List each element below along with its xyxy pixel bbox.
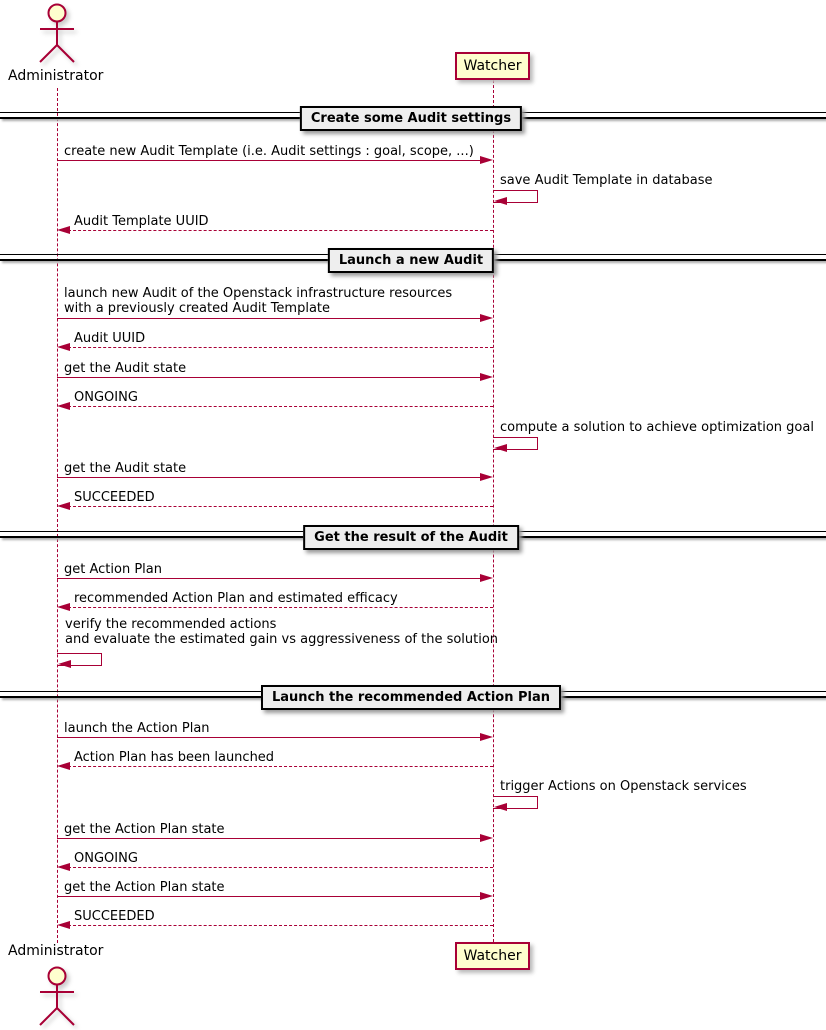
message-label: save Audit Template in database xyxy=(500,173,713,188)
arrowhead-right-icon xyxy=(480,473,493,481)
message-label: create new Audit Template (i.e. Audit settings : goal, scope, ...) xyxy=(64,144,474,159)
message-label: and evaluate the estimated gain vs aggressiveness of the solution xyxy=(65,632,499,647)
message-label: recommended Action Plan and estimated efficacy xyxy=(74,591,398,606)
message-label: Audit Template UUID xyxy=(74,214,209,229)
arrowhead-right-icon xyxy=(480,574,493,582)
arrowhead-left-icon xyxy=(57,603,70,611)
message-label: verify the recommended actions xyxy=(65,617,277,632)
arrowhead-right-icon xyxy=(480,373,493,381)
arrowhead-left-icon xyxy=(57,762,70,770)
message-arrow xyxy=(68,406,493,407)
administrator-label-top: Administrator xyxy=(8,68,104,84)
message-label: Audit UUID xyxy=(74,331,146,346)
message-label: SUCCEEDED xyxy=(74,490,155,505)
message-arrow xyxy=(57,838,481,839)
message-label: with a previously created Audit Template xyxy=(64,301,331,316)
arrowhead-left-icon xyxy=(57,402,70,410)
message-arrow xyxy=(57,578,481,579)
message-arrow xyxy=(68,230,493,231)
administrator-label-bottom: Administrator xyxy=(8,943,104,959)
message-label: get Action Plan xyxy=(64,562,162,577)
arrowhead-left-icon xyxy=(494,197,507,205)
message-label: Action Plan has been launched xyxy=(74,750,275,765)
message-label: get the Action Plan state xyxy=(64,822,225,837)
divider-launch-action-plan: Launch the recommended Action Plan xyxy=(261,685,561,710)
message-label: get the Audit state xyxy=(64,461,187,476)
message-label: launch new Audit of the Openstack infrastructure resources xyxy=(64,286,453,301)
arrowhead-right-icon xyxy=(480,892,493,900)
watcher-participant-bottom: Watcher xyxy=(455,942,530,970)
message-arrow xyxy=(57,737,481,738)
message-arrow xyxy=(68,867,493,868)
message-label: compute a solution to achieve optimization goal xyxy=(500,420,814,435)
message-arrow xyxy=(57,318,481,319)
arrowhead-left-icon xyxy=(58,660,71,668)
message-arrow xyxy=(68,607,493,608)
arrowhead-left-icon xyxy=(57,226,70,234)
message-arrow xyxy=(57,896,481,897)
arrowhead-left-icon xyxy=(57,343,70,351)
lifeline-administrator xyxy=(57,88,58,943)
arrowhead-left-icon xyxy=(57,502,70,510)
arrowhead-left-icon xyxy=(57,921,70,929)
message-label: launch the Action Plan xyxy=(64,721,210,736)
message-label: get the Action Plan state xyxy=(64,880,225,895)
message-label: SUCCEEDED xyxy=(74,909,155,924)
arrowhead-left-icon xyxy=(494,444,507,452)
arrowhead-right-icon xyxy=(480,733,493,741)
arrowhead-left-icon xyxy=(494,803,507,811)
lifeline-watcher xyxy=(493,80,494,942)
message-label: ONGOING xyxy=(74,851,138,866)
message-arrow xyxy=(57,477,481,478)
message-label: trigger Actions on Openstack services xyxy=(500,779,747,794)
administrator-actor-icon xyxy=(30,958,84,1028)
arrowhead-left-icon xyxy=(57,863,70,871)
divider-get-audit-result: Get the result of the Audit xyxy=(303,525,519,550)
arrowhead-right-icon xyxy=(480,156,493,164)
message-arrow xyxy=(68,925,493,926)
arrowhead-right-icon xyxy=(480,834,493,842)
message-arrow xyxy=(68,347,493,348)
message-label: get the Audit state xyxy=(64,361,187,376)
divider-launch-new-audit: Launch a new Audit xyxy=(328,248,494,273)
divider-create-audit-settings: Create some Audit settings xyxy=(300,106,522,131)
arrowhead-right-icon xyxy=(480,314,493,322)
message-arrow xyxy=(68,766,493,767)
message-arrow xyxy=(68,506,493,507)
message-arrow xyxy=(57,160,481,161)
message-label: ONGOING xyxy=(74,390,138,405)
watcher-participant-top: Watcher xyxy=(455,52,530,80)
message-arrow xyxy=(57,377,481,378)
administrator-actor-icon xyxy=(30,2,84,66)
